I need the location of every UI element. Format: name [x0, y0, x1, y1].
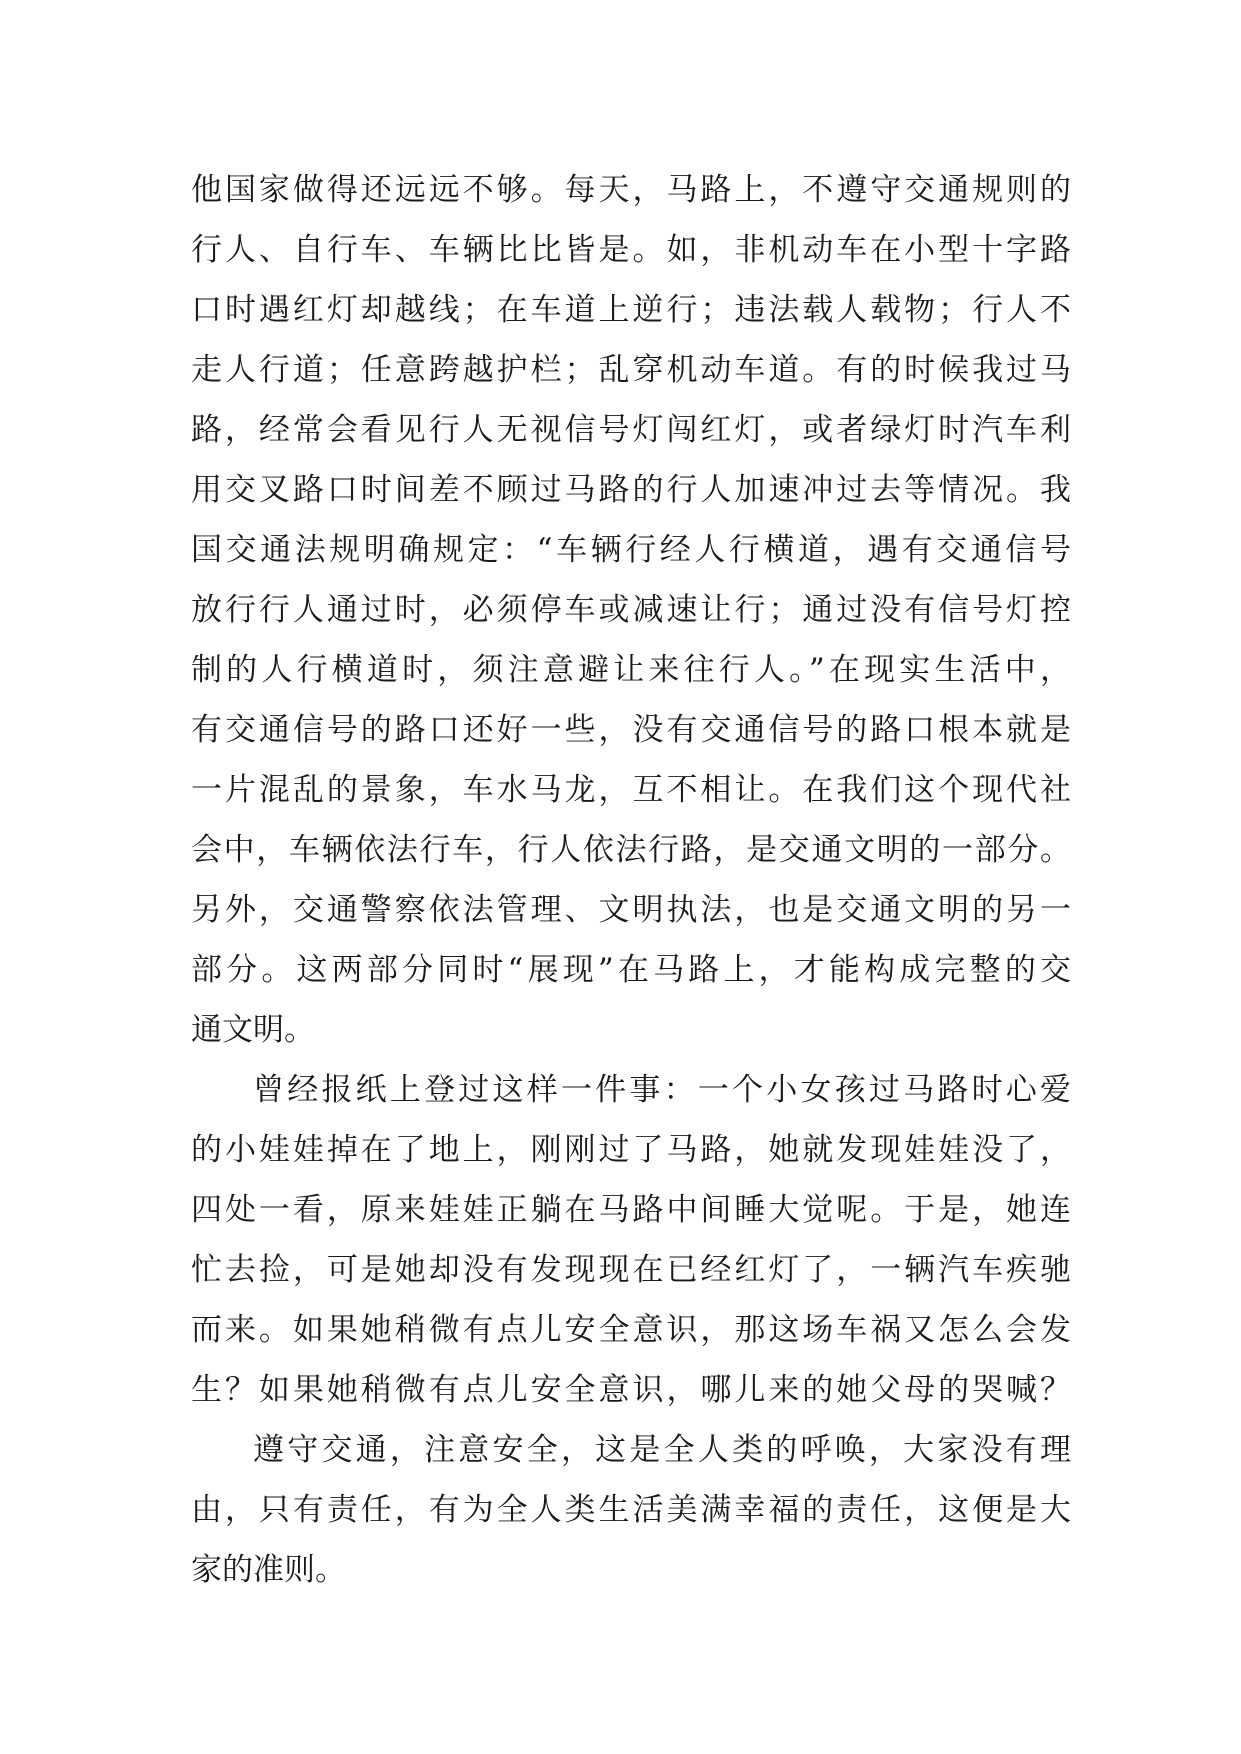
- text-line: 国交通法规明确规定：“车辆行经人行横道，遇有交通信号: [191, 532, 1071, 568]
- text-line: 他国家做得还远远不够。每天，马路上，不遵守交通规则的: [191, 172, 1071, 208]
- text-line: 的小娃娃掉在了地上，刚刚过了马路，她就发现娃娃没了，: [191, 1132, 1071, 1168]
- text-line: 由，只有责任，有为全人类生活美满幸福的责任，这便是大: [191, 1492, 1071, 1528]
- paragraph-2: [191, 1060, 1071, 1420]
- text-line: 遵守交通，注意安全，这是全人类的呼唤，大家没有理: [253, 1432, 1071, 1468]
- text-line: 走人行道；任意跨越护栏；乱穿机动车道。有的时候我过马: [191, 352, 1071, 388]
- text-line: 有交通信号的路口还好一些，没有交通信号的路口根本就是: [191, 712, 1071, 748]
- text-line: 另外，交通警察依法管理、文明执法，也是交通文明的另一: [191, 892, 1071, 928]
- text-line: 会中，车辆依法行车，行人依法行路，是交通文明的一部分。: [191, 832, 1071, 868]
- body-text: [191, 160, 1071, 1600]
- text-line: 曾经报纸上登过这样一件事：一个小女孩过马路时心爱: [253, 1072, 1071, 1108]
- text-line: 制的人行横道时，须注意避让来往行人。”在现实生活中，: [191, 652, 1071, 688]
- text-line: 部分。这两部分同时“展现”在马路上，才能构成完整的交: [191, 952, 1071, 988]
- text-line: 路，经常会看见行人无视信号灯闯红灯，或者绿灯时汽车利: [191, 412, 1071, 448]
- text-line: 一片混乱的景象，车水马龙，互不相让。在我们这个现代社: [191, 772, 1071, 808]
- text-line: 放行行人通过时，必须停车或减速让行；通过没有信号灯控: [191, 592, 1071, 628]
- text-line: 四处一看，原来娃娃正躺在马路中间睡大觉呢。于是，她连: [191, 1192, 1071, 1228]
- paragraph-1: [191, 160, 1071, 1060]
- text-line: 口时遇红灯却越线；在车道上逆行；违法载人载物；行人不: [191, 292, 1071, 328]
- text-line: 而来。如果她稍微有点儿安全意识，那这场车祸又怎么会发: [191, 1312, 1071, 1348]
- text-line: 通文明。: [191, 1012, 315, 1048]
- text-line: 忙去捡，可是她却没有发现现在已经红灯了，一辆汽车疾驰: [191, 1252, 1071, 1288]
- text-line: 家的准则。: [191, 1552, 346, 1588]
- paragraph-3: [191, 1420, 1071, 1600]
- text-line: 行人、自行车、车辆比比皆是。如，非机动车在小型十字路: [191, 232, 1071, 268]
- text-line: 用交叉路口时间差不顾过马路的行人加速冲过去等情况。我: [191, 472, 1071, 508]
- text-line: 生？如果她稍微有点儿安全意识，哪儿来的她父母的哭喊？: [191, 1372, 1071, 1408]
